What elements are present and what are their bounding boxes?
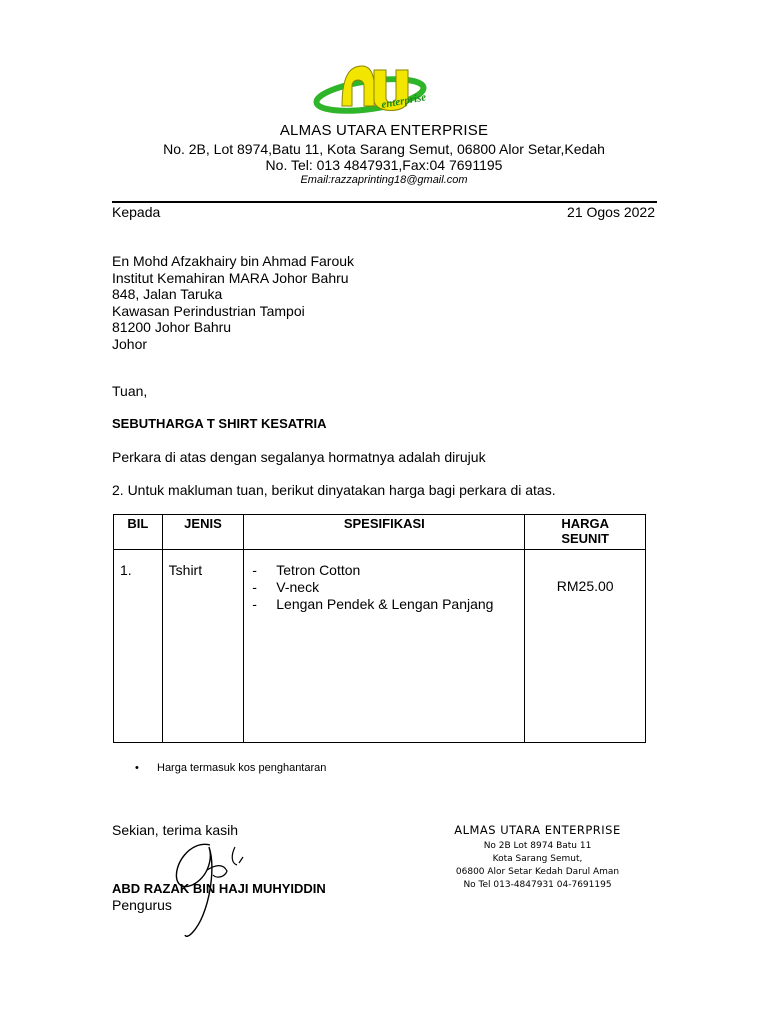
recipient-address [112,253,354,352]
bullet-icon: • [135,762,139,774]
cell-spesifikasi [244,550,525,743]
spec-dash: - [252,579,257,595]
company-phone: No. Tel: 013 4847931,Fax:04 7691195 [265,157,503,173]
to-label: Kepada [112,204,161,220]
recipient-line: Johor [112,335,148,352]
company-email: Email:razzaprinting18@gmail.com [300,174,468,186]
company-name: ALMAS UTARA ENTERPRISE [279,122,489,139]
stamp-line: Kota Sarang Semut, [492,854,583,864]
spec-item [252,579,518,596]
header-jenis: JENIS [162,515,244,550]
spec-dash: - [252,562,257,578]
company-logo [312,62,432,122]
header-spesifikasi: SPESIFIKASI [244,515,525,550]
letter-subject: SEBUTHARGA T SHIRT KESATRIA [112,416,327,431]
spec-item [252,596,518,613]
header-harga-line2: SEUNIT [561,531,609,546]
company-address: No. 2B, Lot 8974,Batu 11, Kota Sarang Semut, 06800 Alor Setar,Kedah [163,141,605,157]
header-divider [112,201,657,203]
logo-text: enterprise [380,91,428,111]
quotation-table [113,514,646,743]
stamp-line: No Tel 013-4847931 04-7691195 [463,880,612,890]
header-harga-line1: HARGA [561,516,609,531]
cell-harga: RM25.00 [525,550,646,743]
price-note-text: Harga termasuk kos penghantaran [157,762,327,774]
spec-dash: - [252,596,257,612]
spec-text: Lengan Pendek & Lengan Panjang [276,596,494,612]
header-harga [525,515,646,550]
letter-date: 21 Ogos 2022 [567,204,655,220]
signer-name: ABD RAZAK BIN HAJI MUHYIDDIN [112,881,326,896]
recipient-line: Kawasan Perindustrian Tampoi [112,302,305,319]
closing-text: Sekian, terima kasih [112,822,239,838]
stamp-line: 06800 Alor Setar Kedah Darul Aman [455,867,620,877]
spec-text: V-neck [276,579,320,595]
spec-item [252,562,518,579]
stamp-line: No 2B Lot 8974 Batu 11 [483,841,592,851]
cell-jenis: Tshirt [162,550,244,743]
recipient-line: 81200 Johor Bahru [112,319,232,335]
stamp-title: ALMAS UTARA ENTERPRISE [454,823,621,837]
paragraph-2: 2. Untuk makluman tuan, berikut dinyatakan harga bagi perkara di atas. [112,482,556,498]
recipient-line: En Mohd Afzakhairy bin Ahmad Farouk [112,253,355,269]
table-row [114,550,646,743]
salutation: Tuan, [112,383,148,399]
paragraph-1: Perkara di atas dengan segalanya hormatnya adalah dirujuk [112,449,486,465]
recipient-line: 848, Jalan Taruka [112,286,223,302]
price-note [135,762,326,774]
cell-bil: 1. [114,550,163,743]
spec-text: Tetron Cotton [276,562,361,578]
recipient-line: Institut Kemahiran MARA Johor Bahru [112,269,349,286]
company-stamp [440,823,635,892]
table-header-row [114,515,646,550]
signer-title: Pengurus [112,897,172,913]
header-bil: BIL [114,515,163,550]
